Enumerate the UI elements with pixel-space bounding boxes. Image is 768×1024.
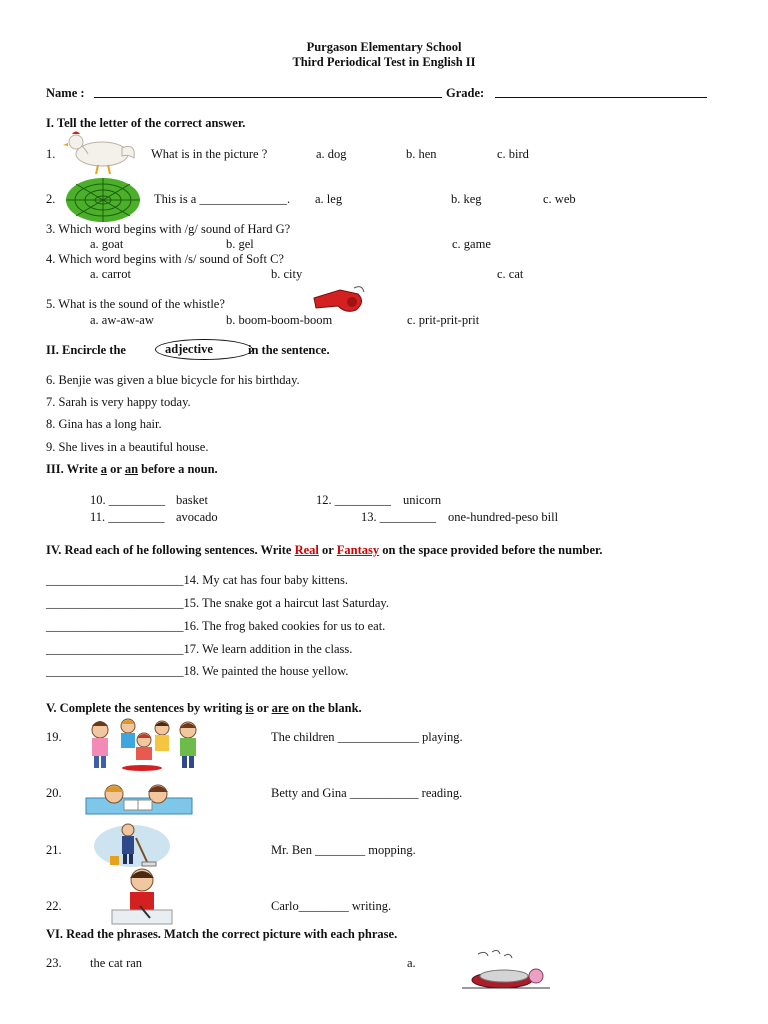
test-title: Third Periodical Test in English II — [292, 55, 476, 69]
q12-word: unicorn — [403, 493, 442, 507]
word-is: is — [245, 701, 254, 715]
part2-heading-post: in the sentence. — [248, 343, 330, 357]
part4-heading-pre: IV. Read each of he following sentences. Write — [46, 543, 292, 557]
q1-option-b[interactable]: b. hen — [406, 147, 437, 161]
whistle-icon — [310, 284, 366, 314]
man-mopping-icon — [92, 820, 172, 868]
part4-heading — [46, 543, 603, 558]
q15-item[interactable]: ______________________15. The snake got a haircut last Saturday. — [46, 596, 389, 610]
q17-item[interactable]: ______________________17. We learn addition in the class. — [46, 642, 353, 656]
q11-word: avocado — [176, 510, 218, 524]
option-a-label[interactable]: a. — [407, 956, 416, 970]
q21-number: 21. — [46, 843, 62, 857]
q2-option-b[interactable]: b. keg — [451, 192, 482, 206]
real-word: Real — [294, 543, 319, 557]
q13-blank[interactable]: 13. _________ — [361, 510, 436, 524]
hen-icon — [58, 128, 140, 176]
part5-heading — [46, 701, 362, 716]
q3-option-a[interactable]: a. goat — [90, 237, 124, 251]
grade-label: Grade: — [446, 86, 485, 100]
q10-blank[interactable]: 10. _________ — [90, 493, 165, 507]
part3-heading-pre: III. Write — [46, 462, 98, 476]
q3-option-b[interactable]: b. gel — [226, 237, 254, 251]
fantasy-word: Fantasy — [336, 543, 380, 557]
part3-heading-mid: or — [110, 462, 122, 476]
q20-text[interactable]: Betty and Gina ___________ reading. — [271, 786, 463, 800]
part3-heading — [46, 462, 218, 477]
name-label: Name : — [46, 86, 85, 100]
part5-heading-pre: V. Complete the sentences by writing — [46, 701, 243, 715]
q4-text: 4. Which word begins with /s/ sound of Soft C? — [46, 252, 284, 266]
q22-number: 22. — [46, 899, 62, 913]
part5-heading-post: on the blank. — [291, 701, 362, 715]
q20-number: 20. — [46, 786, 62, 800]
q18-item[interactable]: ______________________18. We painted the house yellow. — [46, 664, 349, 678]
q16-item[interactable]: ______________________16. The frog baked cookies for us to eat. — [46, 619, 386, 633]
q13-word: one-hundred-peso bill — [448, 510, 559, 524]
q3-option-c[interactable]: c. game — [452, 237, 491, 251]
part4-heading-post: on the space provided before the number. — [382, 543, 603, 557]
q2-option-c[interactable]: c. web — [543, 192, 576, 206]
q2-number: 2. — [46, 192, 56, 206]
part6-heading: VI. Read the phrases. Match the correct picture with each phrase. — [46, 927, 398, 941]
q23-number: 23. — [46, 956, 62, 970]
q14-item[interactable]: ______________________14. My cat has four baby kittens. — [46, 573, 349, 587]
q22-text[interactable]: Carlo________ writing. — [271, 899, 392, 913]
part3-heading-post: before a noun. — [141, 462, 218, 476]
q7-text[interactable]: 7. Sarah is very happy today. — [46, 395, 191, 409]
q1-number: 1. — [46, 147, 56, 161]
word-a: a — [100, 462, 107, 476]
q12-blank[interactable]: 12. _________ — [316, 493, 391, 507]
q1-option-c[interactable]: c. bird — [497, 147, 529, 161]
q5-text: 5. What is the sound of the whistle? — [46, 297, 225, 311]
boy-writing-icon — [104, 866, 176, 928]
q4-option-b[interactable]: b. city — [271, 267, 303, 281]
q11-blank[interactable]: 11. _________ — [90, 510, 165, 524]
part1-heading: I. Tell the letter of the correct answer. — [46, 116, 246, 130]
q8-text[interactable]: 8. Gina has a long hair. — [46, 417, 162, 431]
q6-text[interactable]: 6. Benjie was given a blue bicycle for his birthday. — [46, 373, 300, 387]
q1-text: What is in the picture ? — [151, 147, 268, 161]
sleeping-cat-icon — [458, 948, 554, 998]
q3-text: 3. Which word begins with /g/ sound of Hard G? — [46, 222, 291, 236]
q10-word: basket — [176, 493, 208, 507]
q19-text[interactable]: The children _____________ playing. — [271, 730, 463, 744]
spider-web-icon — [64, 176, 142, 224]
girls-reading-icon — [84, 780, 194, 816]
adjective-word: adjective — [165, 342, 213, 356]
part4-or: or — [322, 543, 334, 557]
part5-or: or — [256, 701, 269, 715]
q19-number: 19. — [46, 730, 62, 744]
q5-option-c[interactable]: c. prit-prit-prit — [407, 313, 480, 327]
q5-option-b[interactable]: b. boom-boom-boom — [226, 313, 333, 327]
q23-text[interactable]: the cat ran — [90, 956, 143, 970]
q4-option-a[interactable]: a. carrot — [90, 267, 131, 281]
q2-option-a[interactable]: a. leg — [315, 192, 343, 206]
q5-option-a[interactable]: a. aw-aw-aw — [90, 313, 154, 327]
q1-option-a[interactable]: a. dog — [316, 147, 347, 161]
children-playing-icon — [78, 716, 208, 772]
part2-heading-pre: II. Encircle the — [46, 343, 126, 357]
q2-text: This is a ______________. — [154, 192, 291, 206]
grade-blank[interactable] — [495, 86, 707, 98]
word-are: are — [271, 701, 289, 715]
q21-text[interactable]: Mr. Ben ________ mopping. — [271, 843, 416, 857]
name-blank[interactable] — [94, 86, 442, 98]
q4-option-c[interactable]: c. cat — [497, 267, 524, 281]
school-name: Purgason Elementary School — [306, 40, 462, 54]
q9-text[interactable]: 9. She lives in a beautiful house. — [46, 440, 209, 454]
word-an: an — [124, 462, 139, 476]
